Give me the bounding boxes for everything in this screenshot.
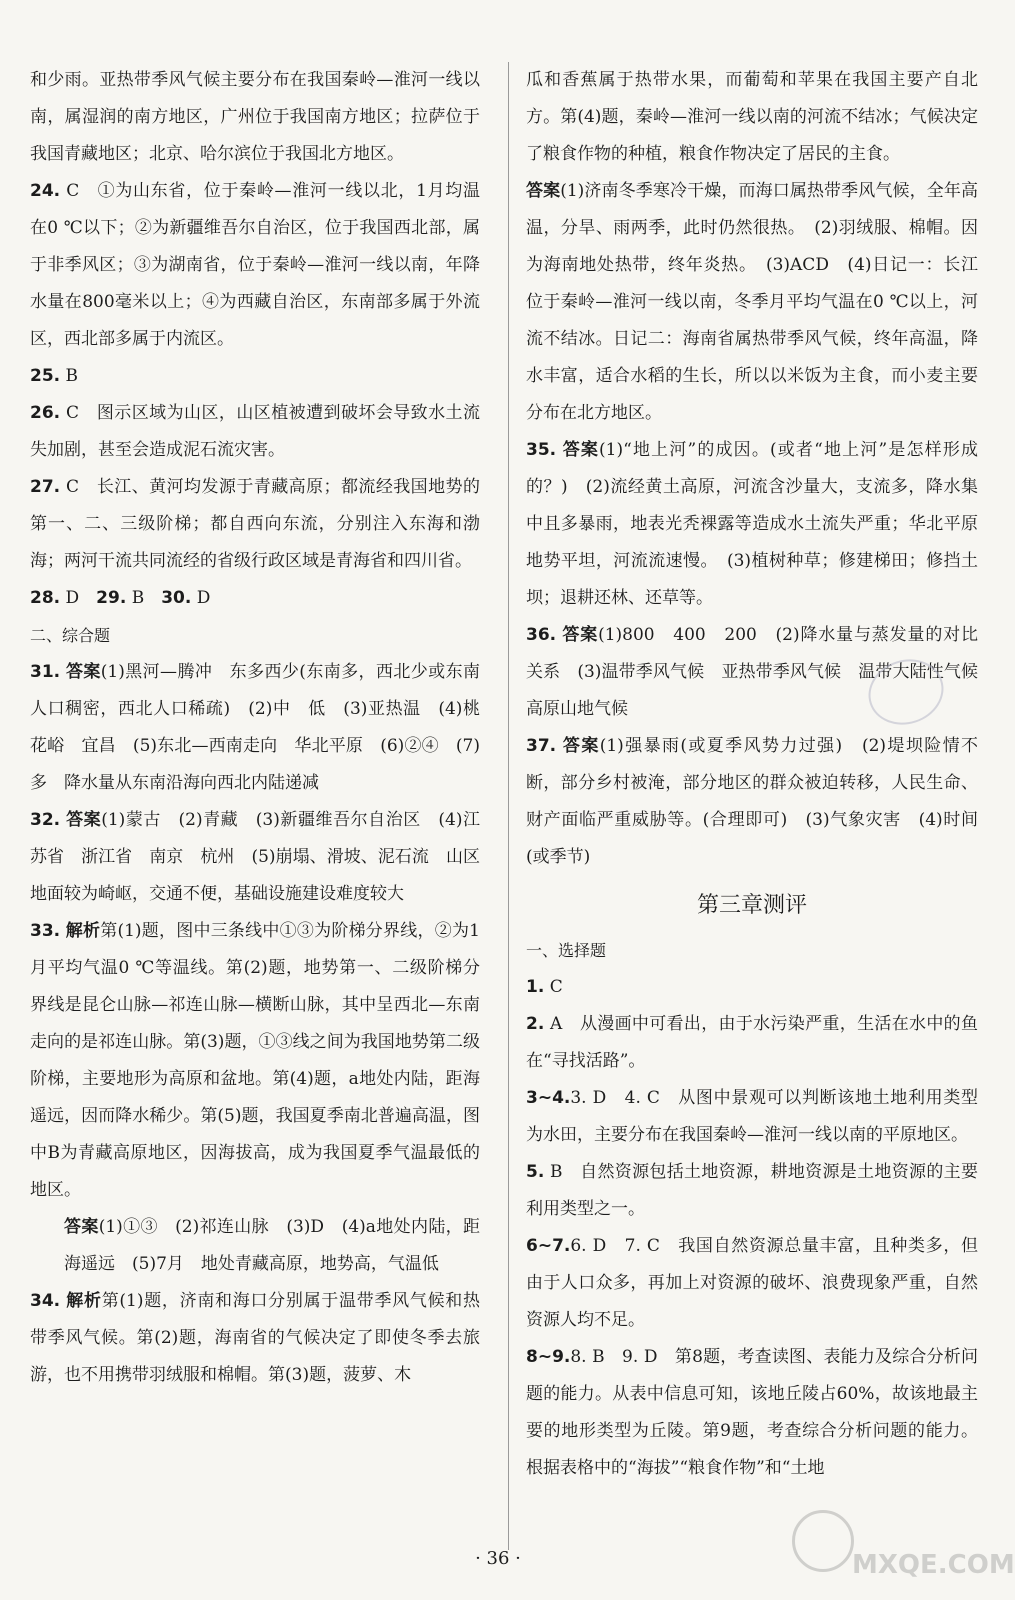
chapter3-question-5 — [526, 1154, 978, 1228]
question-26 — [30, 395, 480, 469]
question-number: 2. — [526, 1014, 545, 1034]
question-number: 36. — [526, 625, 557, 645]
question-number: 34. — [30, 1291, 61, 1311]
question-35 — [526, 432, 978, 617]
question-25 — [30, 358, 480, 395]
chapter3-question-1 — [526, 969, 978, 1006]
question-number: 35. — [526, 440, 557, 460]
answer-text: 6. D 7. C 我国自然资源总量丰富，且种类多，但由于人口众多，再加上对资源的破坏、浪费现象严重，自然资源人均不足。 — [526, 1236, 978, 1330]
answer-text: C 长江、黄河均发源于青藏高原；都流经我国地势的第一、二、三级阶梯；都自西向东流，分别注入东海和渤海；两河干流共同流经的省级行政区域是青海省和四川省。 — [30, 477, 480, 571]
answer-text: C 图示区域为山区，山区植被遭到破坏会导致水土流失加剧，甚至会造成泥石流灾害。 — [30, 403, 480, 460]
answer-label: 答案 — [562, 440, 600, 460]
answer-label: 答案 — [66, 810, 102, 830]
question-number: 32. — [30, 810, 61, 830]
answer-text: D — [65, 588, 80, 608]
paragraph: 瓜和香蕉属于热带水果，而葡萄和苹果在我国主要产自北方。第(4)题，秦岭—淮河一线以南的河流不结冰；气候决定了粮食作物的种植，粮食作物决定了居民的主食。 — [526, 70, 978, 164]
analysis-label: 解析 — [66, 1291, 102, 1311]
analysis-text: 第(1)题，济南和海口分别属于温带季风气候和热带季风气候。第(2)题，海南省的气候决定了即使冬季去旅游，也不用携带羽绒服和棉帽。第(3)题，菠萝、木 — [30, 1291, 481, 1385]
answer-label: 答案 — [562, 625, 599, 645]
chapter3-questions-8-9 — [526, 1339, 978, 1487]
answer-label: 答案 — [64, 1217, 99, 1237]
chapter3-questions-6-7 — [526, 1228, 978, 1339]
question-number: 29. — [96, 588, 127, 608]
question-number: 25. — [30, 366, 61, 386]
question-number: 26. — [30, 403, 61, 423]
question-number: 33. — [30, 921, 61, 941]
page-number: · 36 · — [475, 1548, 521, 1569]
answer-text: (1)①③ (2)祁连山脉 (3)D (4)a地处内陆，距海遥远 (5)7月 地处青藏高原，地势高，气温低 — [64, 1217, 481, 1274]
answer-text: B — [131, 588, 145, 608]
question-number: 6~7. — [526, 1236, 571, 1256]
question-number: 27. — [30, 477, 61, 497]
analysis-label: 解析 — [65, 921, 101, 941]
answer-text: A 从漫画中可看出，由于水污染严重，生活在水中的鱼在“寻找活路”。 — [526, 1014, 979, 1071]
question-31 — [30, 654, 480, 802]
question-33-answer — [30, 1209, 480, 1283]
section-heading: 二、综合题 — [30, 626, 111, 645]
answer-text: D — [196, 588, 211, 608]
answer-text: (1)强暴雨(或夏季风势力过强) (2)堤坝险情不断，部分乡村被淹，部分地区的群众被迫转移，人民生命、财产面临严重威胁等。(合理即可) (3)气象灾害 (4)时间(或季节) — [526, 736, 978, 867]
question-27 — [30, 469, 480, 580]
question-37 — [526, 728, 978, 876]
watermark-text: MXQE.COM — [852, 1550, 1015, 1580]
question-number: 3~4. — [526, 1088, 571, 1108]
answer-text: 3. D 4. C 从图中景观可以判断该地土地利用类型为水田，主要分布在我国秦岭—淮河一线以南的平原地区。 — [526, 1088, 978, 1145]
analysis-text: 第(1)题，图中三条线中①③为阶梯分界线，②为1月平均气温0 ℃等温线。第(2)题，地势第一、二级阶梯分界线是昆仑山脉—祁连山脉—横断山脉，其中呈西北—东南走向的是祁连山脉。第(3)题，①③线之间为我国地势第二级阶梯，主要地形为高原和盆地。第(4)题，a地处内陆，距海遥远，因而降水稀少。第(5)题，我国夏季南北普遍高温，图中B为青藏高原地区，因海拔高，成为我国夏季气温最低的地区。 — [30, 921, 480, 1200]
question-number: 31. — [30, 662, 61, 682]
question-number: 37. — [526, 736, 557, 756]
chapter-title: 第三章测评 — [696, 893, 807, 918]
answer-text: (1)800 400 200 (2)降水量与蒸发量的对比关系 (3)温带季风气候 亚热带季风气候 温带大陆性气候 高原山地气候 — [526, 625, 995, 719]
answer-label: 答案 — [526, 181, 561, 201]
answer-text: 8. B 9. D 第8题，考查读图、表能力及综合分析问题的能力。从表中信息可知，该地丘陵占60%，故该地最主要的地形类型为丘陵。第9题，考查综合分析问题的能力。根据表格中的“海拔”“粮食作物”和“土地 — [526, 1347, 978, 1478]
answer-label: 答案 — [562, 736, 600, 756]
answer-text: (1)黑河—腾冲 东多西少(东南多，西北少或东南人口稠密，西北人口稀疏) (2)中 低 (3)亚热温 (4)桃花峪 宜昌 (5)东北—西南走向 华北平原 (6)②④ (7)多 降水量从东南沿海向西北内陆递减 — [30, 662, 480, 793]
question-32 — [30, 802, 480, 913]
answer-text: (1)济南冬季寒冷干燥，而海口属热带季风气候，全年高温，分旱、雨两季，此时仍然很热。 (2)羽绒服、棉帽。因为海南地处热带，终年炎热。 (3)ACD (4)日记一：长江位于秦岭—淮河一线以南，冬季月平均气温在0 ℃以上，河流不结冰。日记二：海南省属热带季风气候，终年高温，降水丰富，适合水稻的生长，所以以米饭为主食，而小麦主要分布在北方地区。 — [526, 181, 978, 423]
question-number: 1. — [526, 977, 545, 997]
answer-text: C — [549, 977, 563, 997]
answer-text: C ①为山东省，位于秦岭—淮河一线以北，1月均温在0 ℃以下；②为新疆维吾尔自治区，位于我国西北部，属于非季风区；③为湖南省，位于秦岭—淮河一线以南，年降水量在800毫米以上；④为西藏自治区，东南部多属于外流区，西北部多属于内流区。 — [30, 181, 481, 349]
question-34-answer — [526, 173, 978, 432]
question-24 — [30, 173, 480, 358]
questions-28-30 — [30, 580, 480, 617]
paragraph: 和少雨。亚热带季风气候主要分布在我国秦岭—淮河一线以南，属湿润的南方地区，广州位于我国南方地区；拉萨位于我国青藏地区；北京、哈尔滨位于我国北方地区。 — [30, 70, 480, 164]
question-number: 5. — [526, 1162, 545, 1182]
question-number: 8~9. — [526, 1347, 571, 1367]
chapter3-question-2 — [526, 1006, 978, 1080]
column-divider — [508, 62, 509, 1550]
question-number: 28. — [30, 588, 61, 608]
question-33 — [30, 913, 480, 1209]
question-34 — [30, 1283, 480, 1394]
answer-text: B — [65, 366, 79, 386]
section-heading: 一、选择题 — [526, 941, 607, 960]
left-column — [30, 62, 480, 1394]
chapter3-questions-3-4 — [526, 1080, 978, 1154]
answer-text: (1)“地上河”的成因。(或者“地上河”是怎样形成的？) (2)流经黄土高原，河流含沙量大，支流多，降水集中且多暴雨，地表光秃裸露等造成水土流失严重；华北平原地势平坦，河流流速慢。 (3)植树种草；修建梯田；修挡土坝；退耕还林、还草等。 — [526, 440, 979, 608]
answer-label: 答案 — [65, 662, 101, 682]
question-number: 24. — [30, 181, 61, 201]
answer-text: (1)蒙古 (2)青藏 (3)新疆维吾尔自治区 (4)江苏省 浙江省 南京 杭州 (5)崩塌、滑坡、泥石流 山区地面较为崎岖，交通不便，基础设施建设难度较大 — [30, 810, 481, 904]
question-number: 30. — [161, 588, 192, 608]
right-column — [526, 62, 995, 1487]
answer-text: B 自然资源包括土地资源，耕地资源是土地资源的主要利用类型之一。 — [526, 1162, 978, 1219]
